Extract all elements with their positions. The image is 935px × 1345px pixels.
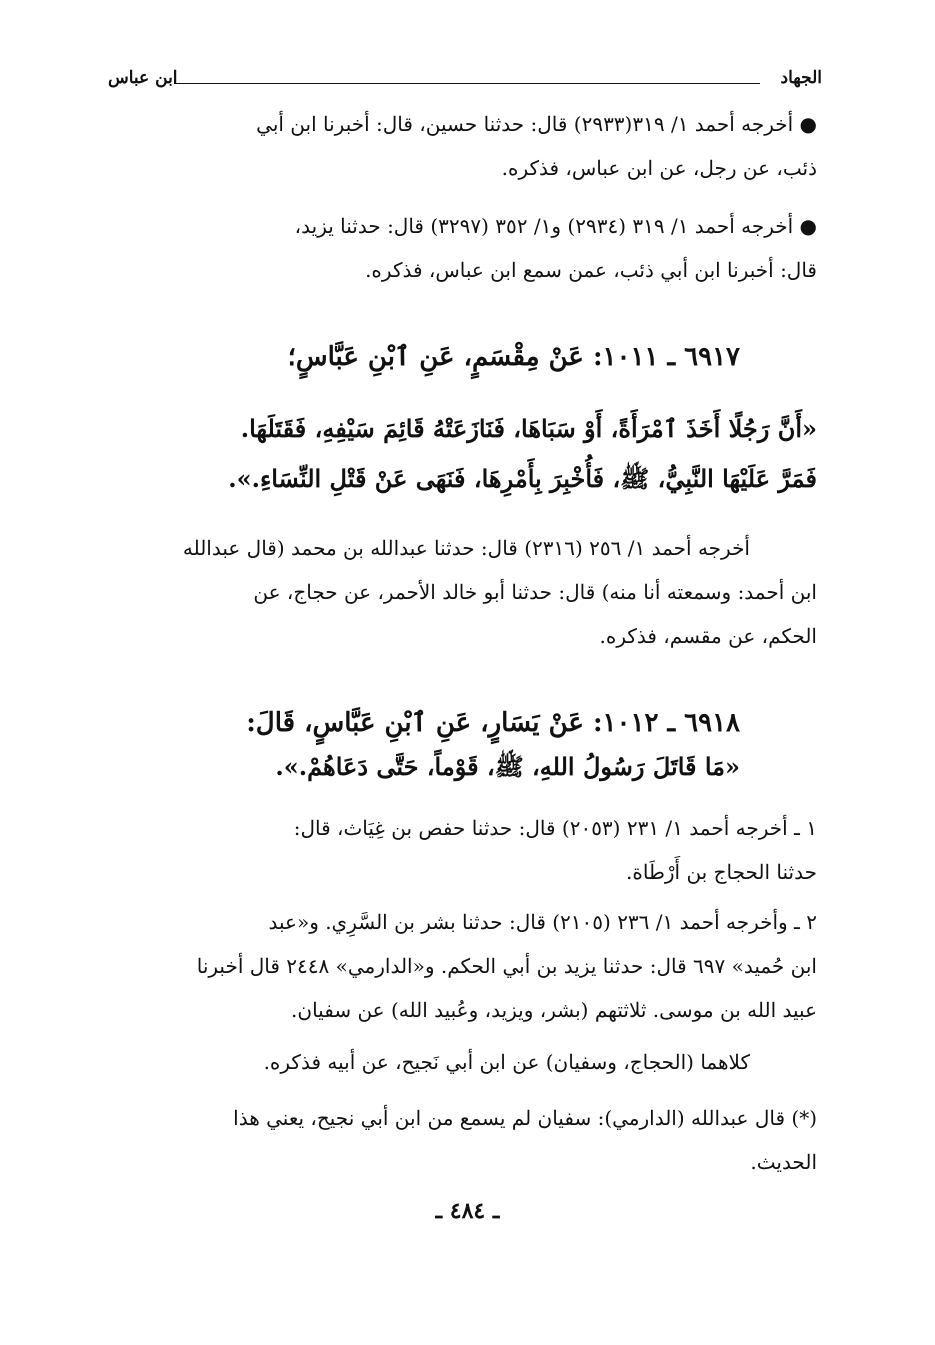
text-line: ذئب، عن رجل، عن ابن عباس، فذكره. — [501, 156, 817, 180]
text-line: ١ ـ أخرجه أحمد ١/ ٢٣١ (٢٠٥٣) قال: حدثنا حفص بن غِيَاث، قال: — [293, 816, 817, 840]
text-line: ابن حُميد» ٦٩٧ قال: حدثنا يزيد بن أبي الحكم. و«الدارمي» ٢٤٤٨ قال أخبرنا — [196, 954, 817, 978]
darimi-remark — [110, 1096, 817, 1184]
text-line: أخرجه أحمد ١/ ٢٥٦ (٢٣١٦) قال: حدثنا عبدالله بن محمد (قال عبدالله — [182, 536, 750, 560]
running-header — [108, 68, 822, 92]
text-line: (*) قال عبدالله (الدارمي): سفيان لم يسمع من ابن أبي نجيح، يعني هذا — [233, 1106, 817, 1130]
header-companion-name: ابن عباس — [108, 68, 178, 88]
text-line: الحكم، عن مقسم، فذكره. — [599, 624, 817, 648]
takhrij-note-1 — [110, 102, 817, 190]
hadith-heading-1012: ٦٩١٨ ـ ١٠١٢: عَنْ يَسَارٍ، عَنِ ٱبْنِ عَبَّاسٍ، قَالَ: — [246, 708, 740, 738]
text-line: «أَنَّ رَجُلًا أَخَذَ ٱمْرَأَةً، أَوْ سَبَاهَا، فَنَازَعَتْهُ قَائِمَ سَيْفِهِ، فَقَتَلَهَا. — [240, 414, 817, 443]
hadith-heading-1011: ٦٩١٧ ـ ١٠١١: عَنْ مِقْسَمٍ، عَنِ ٱبْنِ عَبَّاسٍ؛ — [287, 342, 740, 372]
takhrij-1012-1 — [110, 806, 817, 894]
hadith-matn-1012 — [110, 742, 740, 792]
text-line: ابن أحمد: وسمعته أنا منه) قال: حدثنا أبو خالد الأحمر، عن حجاج، عن — [253, 580, 817, 604]
takhrij-note-2 — [110, 204, 817, 292]
text-line: حدثنا الحجاج بن أَرْطَاة. — [626, 860, 817, 884]
text-line: ٢ ـ وأخرجه أحمد ١/ ٢٣٦ (٢١٠٥) قال: حدثنا بشر بن السَّرِي. و«عبد — [268, 910, 817, 934]
hadith-matn-1011 — [110, 404, 817, 504]
header-section-title: الجهاد — [780, 68, 822, 88]
text-line: ● أخرجه أحمد ١/ ٣١٩(٢٩٣٣) قال: حدثنا حسين، قال: أخبرنا ابن أبي — [256, 112, 817, 136]
text-line: عبيد الله بن موسى. ثلاثتهم (بشر، ويزيد، وعُبيد الله) عن سفيان. — [291, 998, 817, 1022]
header-rule — [174, 83, 760, 84]
both-chains-line: كلاهما (الحجاج، وسفيان) عن ابن أبي نَجيح، عن أبيه فذكره. — [263, 1050, 750, 1074]
text-line: ● أخرجه أحمد ١/ ٣١٩ (٢٩٣٤) و١/ ٣٥٢ (٣٢٩٧) قال: حدثنا يزيد، — [294, 214, 817, 238]
takhrij-1011-cont — [110, 570, 817, 658]
text-line: «مَا قَاتَلَ رَسُولُ اللهِ، ﷺ، قَوْماً، حَتَّى دَعَاهُمْ.». — [275, 752, 740, 781]
page-number: ـ ٤٨٤ ـ — [435, 1198, 500, 1224]
text-line: فَمَرَّ عَلَيْهَا النَّبِيُّ، ﷺ، فَأُخْبِرَ بِأَمْرِهَا، فَنَهَى عَنْ قَتْلِ النِّسَاءِ.». — [228, 464, 817, 493]
takhrij-1011 — [110, 526, 750, 570]
takhrij-1012-2 — [110, 900, 817, 1032]
text-line: الحديث. — [750, 1150, 817, 1174]
text-line: قال: أخبرنا ابن أبي ذئب، عمن سمع ابن عباس، فذكره. — [365, 258, 817, 282]
